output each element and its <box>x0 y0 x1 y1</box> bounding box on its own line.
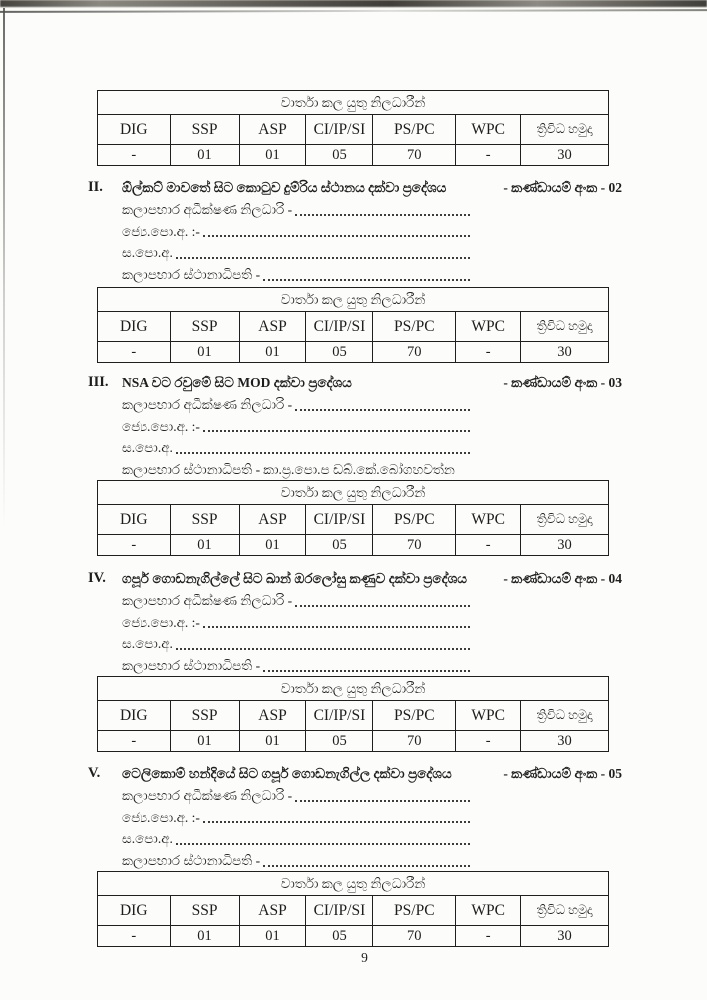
value-dig: - <box>98 926 171 947</box>
report-officers-table-1 <box>97 90 609 166</box>
dotted-blank <box>203 821 470 823</box>
col-header-ps-pc: PS/PC <box>373 896 456 926</box>
value-ps-pc: 70 <box>373 926 456 947</box>
col-header-dig: DIG <box>98 115 171 145</box>
col-header-ssp: SSP <box>170 896 239 926</box>
value-wpc: - <box>456 926 521 947</box>
value-dig: - <box>98 731 171 752</box>
col-header-dig: DIG <box>98 312 171 342</box>
col-header-tri-forces: ත්‍රිවිධ හමුදා <box>521 312 609 342</box>
scan-artifact-top-band <box>0 0 707 7</box>
value-ps-pc: 70 <box>373 145 456 166</box>
col-header-wpc: WPC <box>456 312 521 342</box>
scan-artifact-left-line <box>3 8 5 528</box>
section-3-heading <box>88 372 622 394</box>
dotted-blank <box>295 800 470 802</box>
section-numeral: II. <box>88 179 103 195</box>
section-numeral: V. <box>88 765 101 781</box>
section-team-number: - කණ්ඩායම් අංක - 02 <box>503 180 622 195</box>
dotted-blank <box>263 279 470 281</box>
officer-line-supervising: කලාපභාර අධීක්ෂණ නිලධාරි - <box>122 785 470 807</box>
value-ci-ip-si: 05 <box>306 926 373 947</box>
officer-line-senior-po: ජ්‍යෙ.පො.අ. :- <box>122 221 470 243</box>
value-ssp: 01 <box>170 342 239 363</box>
col-header-ci-ip-si: CI/IP/SI <box>306 896 373 926</box>
section-5-heading <box>88 763 622 785</box>
dotted-blank <box>176 257 470 259</box>
dotted-blank <box>176 843 470 845</box>
value-ci-ip-si: 05 <box>306 342 373 363</box>
officer-line-supervising: කලාපභාර අධීක්ෂණ නිලධාරි - <box>122 394 470 416</box>
col-header-tri-forces: ත්‍රිවිධ හමුදා <box>521 701 609 731</box>
col-header-wpc: WPC <box>456 115 521 145</box>
report-officers-table-4 <box>97 676 609 752</box>
col-header-asp: ASP <box>239 115 306 145</box>
value-ci-ip-si: 05 <box>306 535 373 556</box>
value-tri-forces: 30 <box>521 145 609 166</box>
col-header-ssp: SSP <box>170 312 239 342</box>
scan-artifact-top-line <box>0 9 707 13</box>
value-ps-pc: 70 <box>373 731 456 752</box>
officer-line-station-head: කලාපභාර ස්ථානාධිපති - කා.ප්‍ර.පො.ප ඩබ්.කේ.බෝගහවත්න <box>122 459 470 481</box>
value-dig: - <box>98 342 171 363</box>
officer-line-asst-po: ස.පො.අ. <box>122 242 470 264</box>
section-4 <box>88 568 622 677</box>
col-header-ssp: SSP <box>170 701 239 731</box>
col-header-asp: ASP <box>239 896 306 926</box>
section-numeral: III. <box>88 374 109 390</box>
section-area-title: ගපූර් ගොඩනැගිල්ලේ සිට ඛාන් ඔරලෝසු කණුව දක්වා ප්‍රදේශය <box>122 571 467 586</box>
col-header-ci-ip-si: CI/IP/SI <box>306 115 373 145</box>
col-header-ps-pc: PS/PC <box>373 115 456 145</box>
section-4-heading <box>88 568 622 590</box>
value-wpc: - <box>456 145 521 166</box>
report-officers-table-3 <box>97 480 609 556</box>
dotted-blank <box>176 648 470 650</box>
value-wpc: - <box>456 731 521 752</box>
station-head-name: කා.ප්‍ර.පො.ප ඩබ්.කේ.බෝගහවත්න <box>263 462 455 478</box>
table-title: වාර්තා කල යුතු නිලධාරීන් <box>98 288 609 312</box>
officer-line-senior-po: ජ්‍යෙ.පො.අ. :- <box>122 612 470 634</box>
value-asp: 01 <box>239 926 306 947</box>
value-wpc: - <box>456 535 521 556</box>
officer-line-supervising: කලාපභාර අධීක්ෂණ නිලධාරි - <box>122 590 470 612</box>
col-header-tri-forces: ත්‍රිවිධ හමුදා <box>521 896 609 926</box>
officer-line-asst-po: ස.පො.අ. <box>122 828 470 850</box>
col-header-dig: DIG <box>98 896 171 926</box>
col-header-ssp: SSP <box>170 115 239 145</box>
col-header-dig: DIG <box>98 505 171 535</box>
report-officers-table-2 <box>97 287 609 363</box>
col-header-asp: ASP <box>239 505 306 535</box>
value-ps-pc: 70 <box>373 342 456 363</box>
col-header-ci-ip-si: CI/IP/SI <box>306 312 373 342</box>
section-team-number: - කණ්ඩායම් අංක - 03 <box>503 375 622 390</box>
value-ssp: 01 <box>170 926 239 947</box>
section-area-title: ඕල්කට් මාවතේ සිට කොටුව දුම්රිය ස්ථානය දක්වා ප්‍රදේශය <box>122 180 447 195</box>
page-number: 9 <box>361 950 368 965</box>
officer-line-supervising: කලාපභාර අධීක්ෂණ නිලධාරි - <box>122 199 470 221</box>
table-title: වාර්තා කල යුතු නිලධාරීන් <box>98 872 609 896</box>
section-3 <box>88 372 622 481</box>
officer-line-station-head: කලාපභාර ස්ථානාධිපති - <box>122 655 470 677</box>
col-header-ci-ip-si: CI/IP/SI <box>306 701 373 731</box>
dotted-blank <box>295 605 470 607</box>
section-numeral: IV. <box>88 570 106 586</box>
value-tri-forces: 30 <box>521 342 609 363</box>
col-header-wpc: WPC <box>456 701 521 731</box>
col-header-asp: ASP <box>239 312 306 342</box>
value-ci-ip-si: 05 <box>306 145 373 166</box>
dotted-blank <box>203 430 470 432</box>
officer-line-asst-po: ස.පො.අ. <box>122 437 470 459</box>
dotted-blank <box>203 235 470 237</box>
value-ssp: 01 <box>170 145 239 166</box>
dotted-blank <box>295 409 470 411</box>
dotted-blank <box>263 670 470 672</box>
value-tri-forces: 30 <box>521 535 609 556</box>
value-dig: - <box>98 145 171 166</box>
table-title: වාර්තා කල යුතු නිලධාරීන් <box>98 677 609 701</box>
value-tri-forces: 30 <box>521 926 609 947</box>
section-2-heading <box>88 177 622 199</box>
section-2 <box>88 177 622 286</box>
value-tri-forces: 30 <box>521 731 609 752</box>
officer-line-senior-po: ජ්‍යෙ.පො.අ. :- <box>122 416 470 438</box>
dotted-blank <box>203 626 470 628</box>
col-header-ps-pc: PS/PC <box>373 505 456 535</box>
value-ssp: 01 <box>170 731 239 752</box>
value-asp: 01 <box>239 731 306 752</box>
value-asp: 01 <box>239 535 306 556</box>
report-officers-table-5 <box>97 871 609 947</box>
value-ci-ip-si: 05 <box>306 731 373 752</box>
officer-line-asst-po: ස.පො.අ. <box>122 633 470 655</box>
officer-line-senior-po: ජ්‍යෙ.පො.අ. :- <box>122 807 470 829</box>
col-header-asp: ASP <box>239 701 306 731</box>
value-ps-pc: 70 <box>373 535 456 556</box>
section-team-number: - කණ්ඩායම් අංක - 04 <box>503 571 622 586</box>
table-title: වාර්තා කල යුතු නිලධාරීන් <box>98 481 609 505</box>
value-ssp: 01 <box>170 535 239 556</box>
officer-line-station-head: කලාපභාර ස්ථානාධිපති - <box>122 264 470 286</box>
col-header-tri-forces: ත්‍රිවිධ හමුදා <box>521 505 609 535</box>
dotted-blank <box>176 452 470 454</box>
section-area-title: ටෙලිකොම් හන්දියේ සිට ගපූර් ගොඩනැගිල්ල දක්වා ප්‍රදේශය <box>122 766 452 781</box>
col-header-ssp: SSP <box>170 505 239 535</box>
value-wpc: - <box>456 342 521 363</box>
col-header-tri-forces: ත්‍රිවිධ හමුදා <box>521 115 609 145</box>
value-dig: - <box>98 535 171 556</box>
dotted-blank <box>295 214 470 216</box>
col-header-ps-pc: PS/PC <box>373 312 456 342</box>
officer-line-station-head: කලාපභාර ස්ථානාධිපති - <box>122 850 470 872</box>
table-title: වාර්තා කල යුතු නිලධාරීන් <box>98 91 609 115</box>
section-area-title: NSA වට රවුමේ සිට MOD දක්වා ප්‍රදේශය <box>122 375 352 390</box>
col-header-ps-pc: PS/PC <box>373 701 456 731</box>
section-team-number: - කණ්ඩායම් අංක - 05 <box>503 766 622 781</box>
col-header-ci-ip-si: CI/IP/SI <box>306 505 373 535</box>
col-header-wpc: WPC <box>456 505 521 535</box>
value-asp: 01 <box>239 145 306 166</box>
dotted-blank <box>263 865 470 867</box>
section-5 <box>88 763 622 872</box>
col-header-wpc: WPC <box>456 896 521 926</box>
value-asp: 01 <box>239 342 306 363</box>
col-header-dig: DIG <box>98 701 171 731</box>
